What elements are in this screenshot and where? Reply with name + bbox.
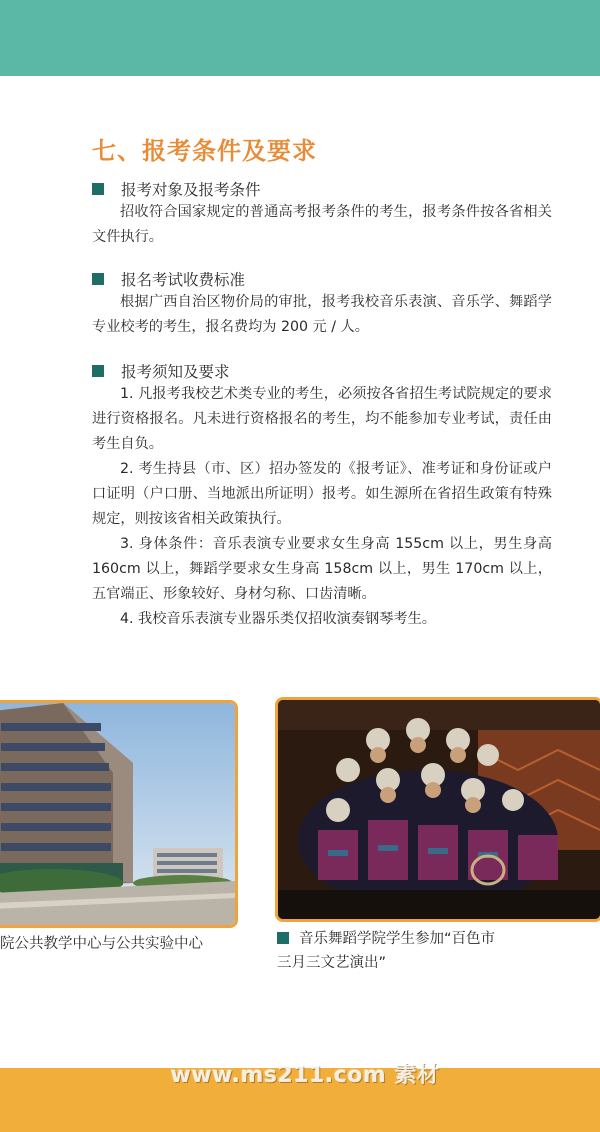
building-illustration [0, 703, 235, 925]
caption-line-1: 音乐舞蹈学院学生参加“百色市 [299, 931, 496, 947]
square-bullet-icon [92, 183, 104, 195]
left-photo-caption: 院公共教学中心与公共实验中心 [0, 936, 203, 952]
section-eligibility [92, 178, 552, 250]
section-title-text: 报考须知及要求 [121, 363, 230, 381]
square-bullet-icon [92, 273, 104, 285]
section-paragraph: 招收符合国家规定的普通高考报考条件的考生，报考条件按各省相关文件执行。 [92, 204, 552, 245]
section-title-text: 报考对象及报考条件 [121, 181, 261, 199]
section-title [92, 360, 552, 382]
requirement-item-3: 3. 身体条件：音乐表演专业要求女生身高 155cm 以上，男生身高 160cm 以上，舞蹈学要求女生身高 158cm 以上，男生 170cm 以上，五官端正、形象较好、身材匀称、口齿清晰。 [92, 536, 552, 602]
section-paragraph: 根据广西自治区物价局的审批，报考我校音乐表演、音乐学、舞蹈学专业校考的考生，报名费均为 200 元 / 人。 [92, 294, 552, 335]
building-photo [0, 700, 238, 928]
requirement-item-2: 2. 考生持县（市、区）招办签发的《报考证》、准考证和身份证或户口证明（户口册、当地派出所证明）报考。如生源所在省招生政策有特殊规定，则按该省相关政策执行。 [92, 461, 552, 527]
performance-photo [275, 697, 600, 922]
section-title [92, 268, 552, 290]
section-title [92, 178, 552, 200]
square-bullet-icon [92, 365, 104, 377]
top-color-band [0, 0, 600, 76]
square-bullet-icon [277, 932, 289, 944]
requirement-item-1: 1. 凡报考我校艺术类专业的考生，必须按各省招生考试院规定的要求进行资格报名。凡未进行资格报名的考生，均不能参加专业考试，责任由考生自负。 [92, 386, 552, 452]
caption-line-2: 三月三文艺演出” [277, 955, 387, 971]
page-heading: 七、报考条件及要求 [92, 137, 317, 165]
right-photo-caption [277, 927, 597, 975]
performance-illustration [278, 700, 600, 919]
section-fees [92, 268, 552, 340]
watermark-text: www.ms211.com 素材 [170, 1063, 440, 1088]
section-title-text: 报名考试收费标准 [121, 271, 246, 289]
requirement-item-4: 4. 我校音乐表演专业器乐类仅招收演奏钢琴考生。 [120, 611, 436, 627]
section-requirements [92, 360, 552, 632]
